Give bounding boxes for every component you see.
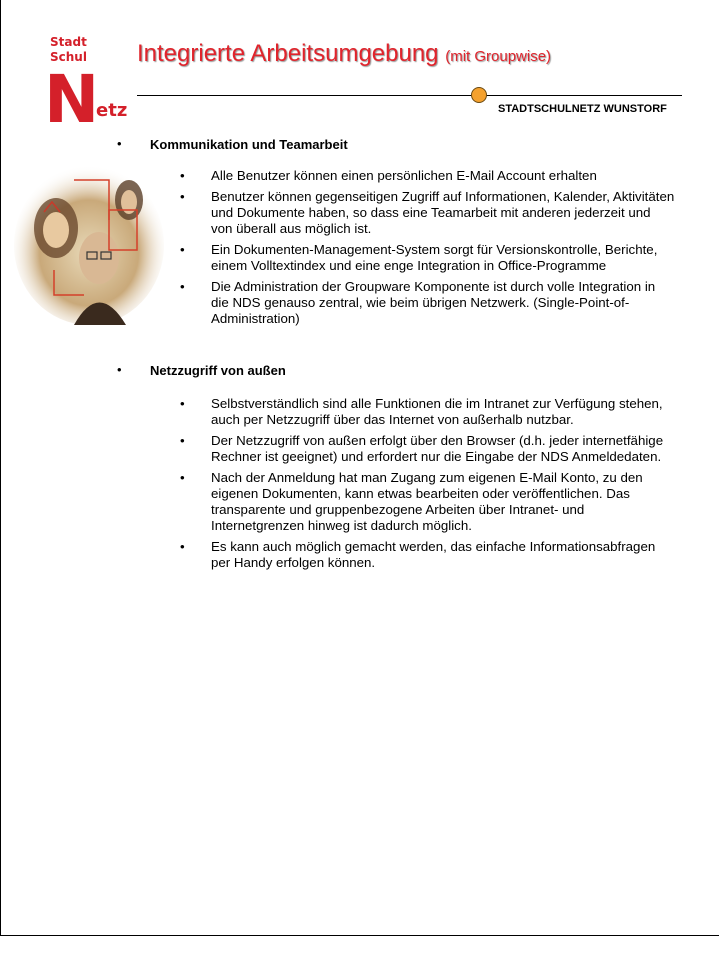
logo-suffix: etz bbox=[96, 100, 128, 121]
list-item: • Ein Dokumenten-Management-System sorgt für Versionskontrolle, Berichte, einem Volltextindex und eine enge Integration in Office-Programme bbox=[180, 242, 658, 273]
divider-dot-icon bbox=[471, 87, 487, 103]
list-netzzugriff bbox=[180, 396, 675, 576]
section-bullet: • bbox=[117, 136, 122, 151]
section-heading-kommunikation: Kommunikation und Teamarbeit bbox=[150, 137, 348, 152]
list-item: • Es kann auch möglich gemacht werden, das einfache Informationsabfragen per Handy erfolgen können. bbox=[180, 539, 656, 570]
section-bullet: • bbox=[117, 362, 122, 377]
team-collage-image bbox=[14, 160, 164, 325]
list-item: • Benutzer können gegenseitigen Zugriff auf Informationen, Kalender, Aktivitäten und Dokumente haben, so dass eine Teamarbeit mit anderen jederzeit und von überall aus möglich ist. bbox=[180, 189, 675, 236]
list-item: • Nach der Anmeldung hat man Zugang zum eigenen E-Mail Konto, zu den eigenen Dokumenten, kann etwas bearbeiten oder veröffentlichen. Das transparente und gruppenbezogene Arbeiten über Intranet- und Internetgrenzen hinweg ist dadurch möglich. bbox=[180, 470, 643, 533]
stadtschulnetz-logo bbox=[44, 35, 134, 138]
section-heading-netzzugriff: Netzzugriff von außen bbox=[150, 363, 286, 378]
logo-line-schul: Schul bbox=[50, 50, 87, 64]
list-item: • Der Netzzugriff von außen erfolgt über den Browser (d.h. jeder internetfähige Rechner ist geeignet) und erfordert nur die Eingabe der NDS Anmeldedaten. bbox=[180, 433, 664, 464]
organization-label: STADTSCHULNETZ WUNSTORF bbox=[498, 103, 667, 115]
title-main: Integrierte Arbeitsumgebung bbox=[137, 40, 439, 67]
list-item: • Die Administration der Groupware Komponente ist durch volle Integration in die NDS genauso zentral, wie beim übrigen Netzwerk. (Single-Point-of-Administration) bbox=[180, 279, 656, 326]
list-item: • Alle Benutzer können einen persönlichen E-Mail Account erhalten bbox=[180, 168, 597, 183]
list-kommunikation bbox=[180, 168, 675, 332]
logo-letter-n: N bbox=[44, 61, 100, 138]
title-subtitle: (mit Groupwise) bbox=[445, 48, 552, 65]
logo-line-stadt: Stadt bbox=[50, 35, 87, 49]
header-divider bbox=[137, 95, 682, 96]
page-title bbox=[137, 40, 551, 68]
list-item: • Selbstverständlich sind alle Funktionen die im Intranet zur Verfügung stehen, auch per Netzzugriff über das Internet von außerhalb nutzbar. bbox=[180, 396, 663, 427]
